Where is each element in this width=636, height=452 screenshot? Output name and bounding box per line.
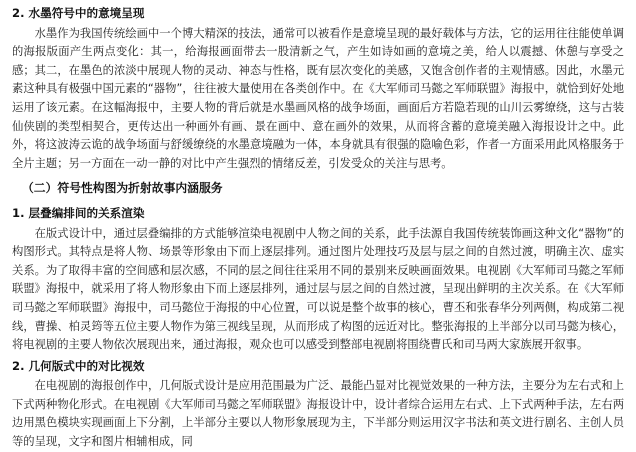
section-heading-geometric-layout: 2. 几何版式中的对比视效: [12, 358, 145, 373]
paragraph-ink-symbol: 水墨作为我国传统绘画中一个博大精深的技法，通常可以被看作是意境呈现的最好载体与方法，它的运用往往能使单调的海报版面产生两点变化：其一，给海报画面带去一股清新之气，产生如诗如画的意境之美，给人以震撼、休憩与享受之感；其二，在墨色的浓淡中展现人物的灵动、神态与性格，既有层次变化的美感，又饱含创作者的主观情感。因此，水墨元素这种具有极强中国元素的“器物”，往往被大量使用在各类创作中。在《大军师司马懿之军师联盟》海报中，就恰到好处地运用了该元素。在这幅海报中，主要人物的背后就是水墨画风格的战争场面，画面后方若隐若现的山川云雾缭绕，这与古装仙侠剧的类型相契合，更传达出一种画外有画、景在画中、意在画外的效果，从而将含蓄的意境美融入海报设计之中。此外，将这波涛云诡的战争场面与舒缓缭绕的水墨意境融为一体，本身就具有很强的隐喻色彩，作者一方面采用此风格服务于全片主题；另一方面在一动一静的对比中产生强烈的情绪反差，引发受众的关注与思考。: [12, 26, 624, 170]
section-heading-layered-layout: 1. 层叠编排间的关系渲染: [12, 205, 145, 220]
section-heading-symbolic-composition: （二）符号性构图为折射故事内涵服务: [22, 181, 223, 196]
paragraph-geometric-layout: 在电视剧的海报创作中，几何版式设计是应用范围最为广泛、最能凸显对比视觉效果的一种方法，主要分为左右式和上下式两种物化形式。在电视剧《大军师司马懿之军师联盟》海报设计中，设计者综合运用左右式、上下式两种手法，左右两边用黑色模块实现画面上下分割，上半部分主要以人物形象展现为主，下半部分则运用汉字书法和英文进行剧名、主创人员等的呈现，文字和图片相辅相成，同: [12, 379, 624, 449]
paragraph-layered-layout: 在版式设计中，通过层叠编排的方式能够渲染电视剧中人物之间的关系，此手法源自我国传统装饰画这种文化“器物”的构图形式。其特点是将人物、场景等形象由下而上逐层排列。通过图片处理技巧及层与层之间的自然过渡，明确主次、虚实关系。为了取得丰富的空间感和层次感，不同的层之间往往采用不同的景别来反映画面效果。电视剧《大军师司马懿之军师联盟》海报中，就采用了将人物形象由下而上逐层排列，通过层与层之间的自然过渡，呈现出鲜明的主次关系。在《大军师司马懿之军师联盟》海报中，司马懿位于海报的中心位置，可以说是整个故事的核心，曹丕和张春华分列两侧，构成第二视线，曹操、柏灵筠等五位主要人物作为第三视线呈现，从而形成了构图的远近对比。整张海报的上半部分以司马懿为核心，将电视剧的主要人物依次展现出来，通过海报，观众也可以感受到整部电视剧将围绕曹氏和司马两大家族展开叙事。: [12, 226, 624, 352]
section-heading-ink-artistic-conception: 2. 水墨符号中的意境呈现: [12, 6, 145, 20]
